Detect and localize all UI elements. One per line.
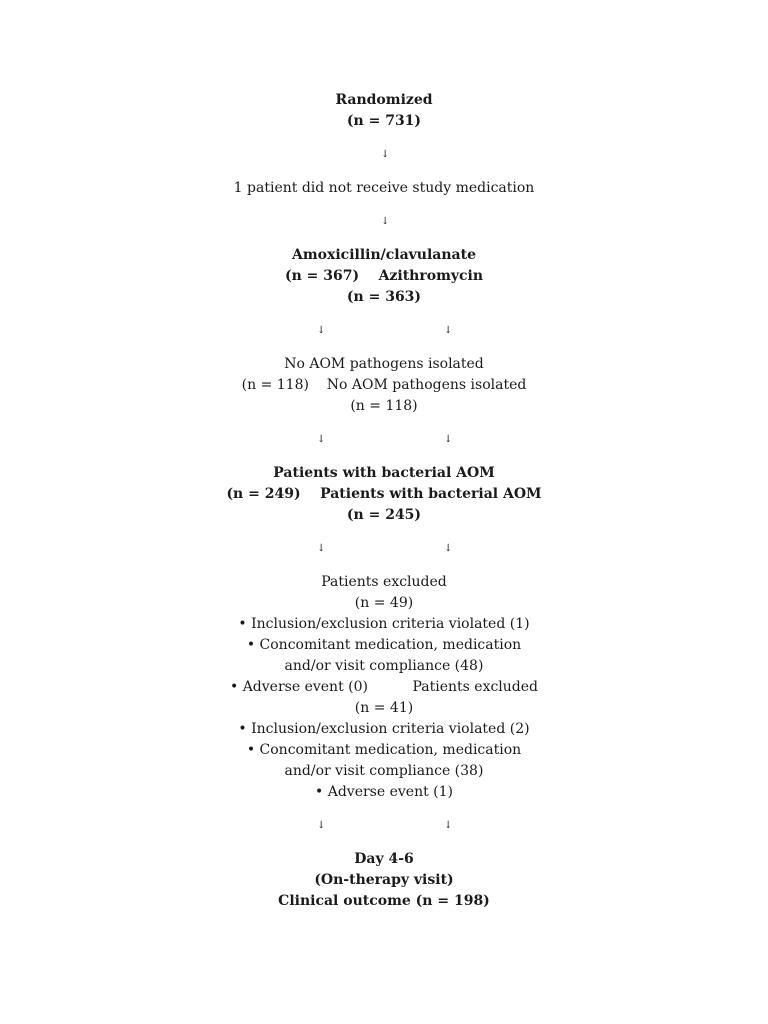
down-arrow-icon: ↓ xyxy=(444,434,453,445)
randomized-block xyxy=(0,90,768,132)
arrow-row-1 xyxy=(0,144,768,165)
excluded-block xyxy=(0,572,768,803)
arrow-row-4 xyxy=(0,429,768,450)
excluded-line: Patients excluded xyxy=(321,574,447,590)
no-pathogens-block xyxy=(0,354,768,417)
excluded-line: (n = 49) xyxy=(354,595,414,611)
excluded-line: • Concomitant medication, medication xyxy=(246,637,522,653)
down-arrow-icon: ↓ xyxy=(444,543,453,554)
excluded-line: and/or visit compliance (38) xyxy=(284,763,484,779)
no-pathogens-line-2: (n = 118) No AOM pathogens isolated xyxy=(241,377,527,393)
day46-line-2: (On-therapy visit) xyxy=(314,872,454,888)
bacterial-aom-line-1: Patients with bacterial AOM xyxy=(273,465,495,481)
down-arrow-icon: ↓ xyxy=(317,434,326,445)
no-medication-block xyxy=(0,178,768,199)
bacterial-aom-line-3: (n = 245) xyxy=(346,507,422,523)
excluded-line: • Adverse event (0) Patients excluded xyxy=(229,679,539,695)
day46-line-1: Day 4-6 xyxy=(354,851,414,867)
down-arrow-icon: ↓ xyxy=(381,149,390,160)
bacterial-aom-block xyxy=(0,463,768,526)
arrow-row-5 xyxy=(0,538,768,559)
down-arrow-icon: ↓ xyxy=(317,325,326,336)
treatment-arms-block xyxy=(0,245,768,308)
excluded-line: • Inclusion/exclusion criteria violated (1) xyxy=(238,616,530,632)
down-arrow-icon: ↓ xyxy=(381,216,390,227)
excluded-line: • Concomitant medication, medication xyxy=(246,742,522,758)
excluded-line: and/or visit compliance (48) xyxy=(284,658,484,674)
no-medication-text: 1 patient did not receive study medication xyxy=(233,180,535,196)
day46-line-3: Clinical outcome (n = 198) xyxy=(278,893,490,909)
arm-line-3: (n = 363) xyxy=(346,289,422,305)
no-pathogens-line-3: (n = 118) xyxy=(350,398,418,414)
day46-block xyxy=(0,849,768,912)
no-pathogens-line-1: No AOM pathogens isolated xyxy=(284,356,484,372)
arm-line-1: Amoxicillin/clavulanate xyxy=(291,247,476,263)
bacterial-aom-line-2: (n = 249) Patients with bacterial AOM xyxy=(226,486,542,502)
down-arrow-icon: ↓ xyxy=(317,820,326,831)
arm-line-2: (n = 367) Azithromycin xyxy=(284,268,484,284)
excluded-line: (n = 41) xyxy=(354,700,414,716)
arrow-row-3 xyxy=(0,320,768,341)
excluded-line: • Adverse event (1) xyxy=(315,784,453,800)
excluded-line: • Inclusion/exclusion criteria violated (2) xyxy=(238,721,530,737)
down-arrow-icon: ↓ xyxy=(444,325,453,336)
down-arrow-icon: ↓ xyxy=(444,820,453,831)
flow-diagram xyxy=(0,90,768,912)
randomized-title: Randomized xyxy=(335,92,433,108)
arrow-row-6 xyxy=(0,815,768,836)
arrow-row-2 xyxy=(0,211,768,232)
randomized-count: (n = 731) xyxy=(346,113,422,129)
down-arrow-icon: ↓ xyxy=(317,543,326,554)
